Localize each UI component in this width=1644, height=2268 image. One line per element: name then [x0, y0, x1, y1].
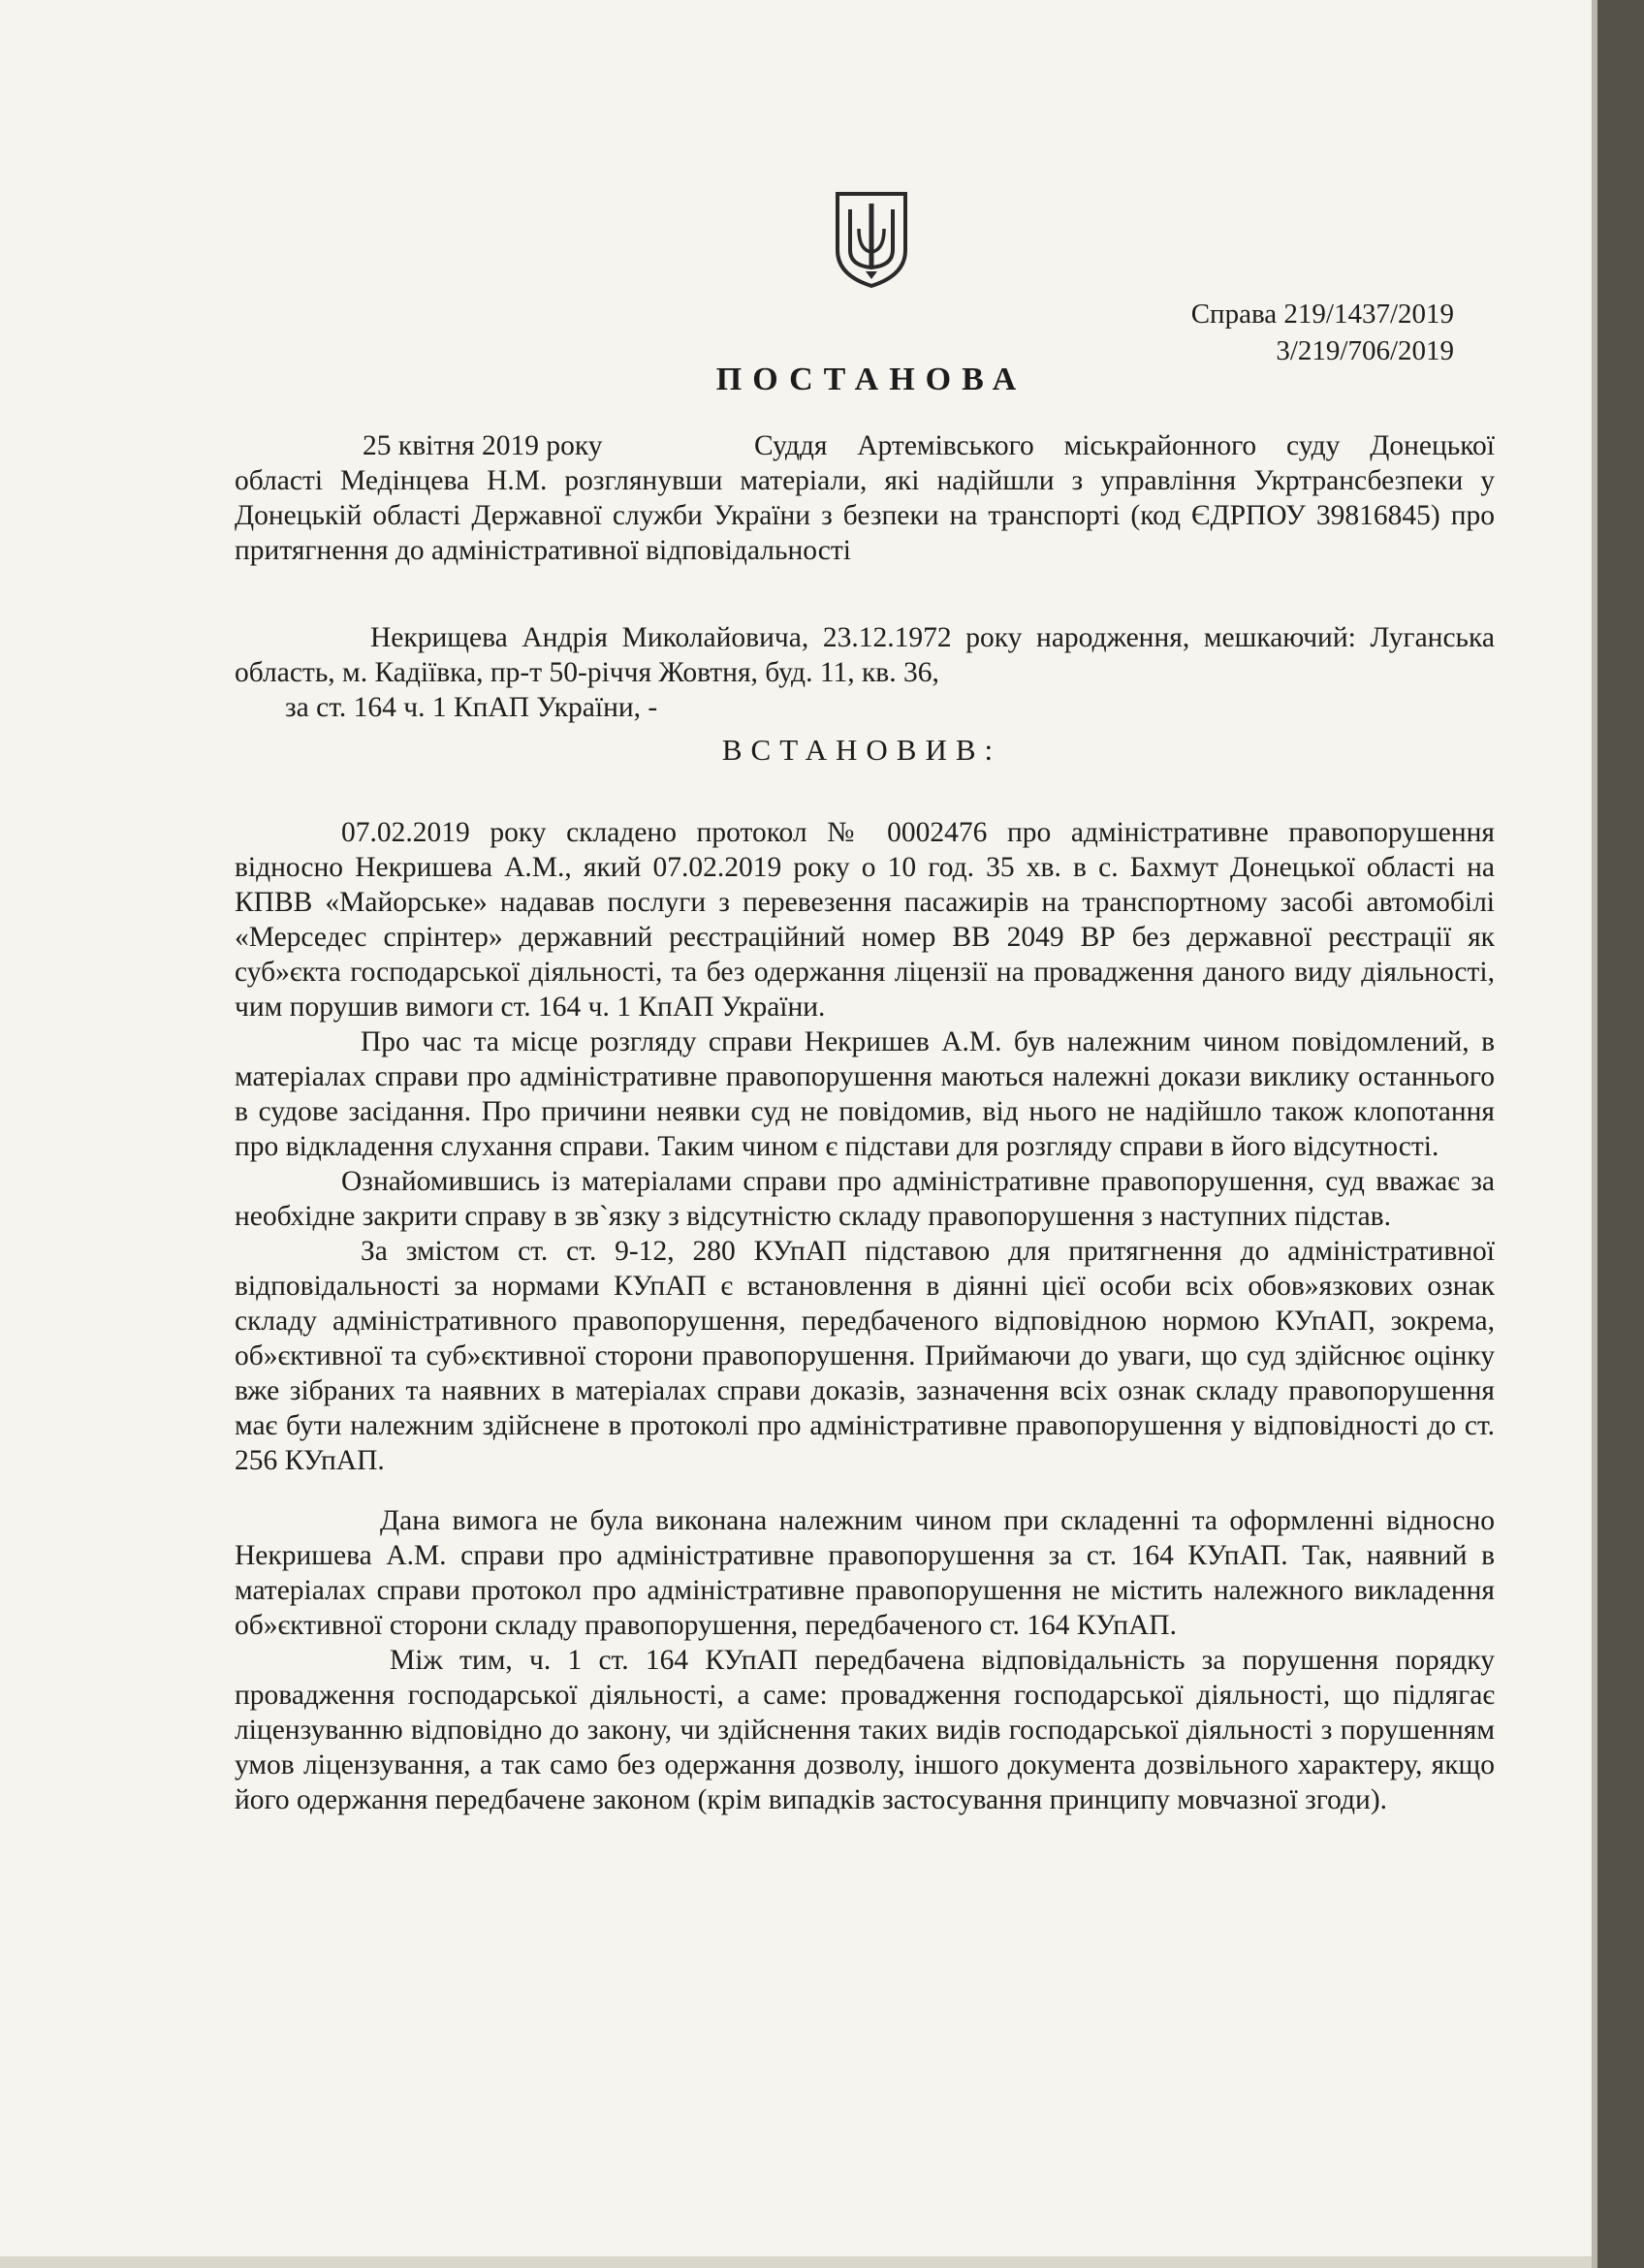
paragraph: За змістом ст. ст. 9-12, 280 КУпАП підставою для притягнення до адміністративної відповідальності за нормами КУпАП є встановлення в діянні цієї особи всіх обов»язкових ознак складу адміністративного правопорушення, передбаченого відповідною нормою КУпАП, зокрема, об»єктивної та суб»єктивної сторони правопорушення. Приймаючи до уваги, що суд здійснює оцінку вже зібраних та наявних в матеріалах справи доказів, зазначення всіх ознак складу правопорушення має бути належним здійснене в протоколі про адміністративне правопорушення у відповідності до ст. 256 КУпАП. [235, 1236, 1495, 1476]
trident-coat-of-arms-icon [834, 190, 909, 289]
scanner-edge [1597, 0, 1644, 2268]
person-details: Некрищева Андрія Миколайовича, 23.12.1972 року народження, мешкаючий: Луганська область, м. Кадіївка, пр-т 50-річчя Жовтня, буд. 11, кв. 36, [235, 622, 1495, 688]
person-block [235, 620, 1495, 725]
paragraph: Дана вимога не була виконана належним чином при складенні та оформленні відносно Некришева А.М. справи про адміністративне правопорушення за ст. 164 КУпАП. Так, наявний в матеріалах справи протокол про адміністративне правопорушення не містить належного викладення об»єктивної сторони складу правопорушення, передбаченого ст. 164 КУпАП. [235, 1505, 1495, 1641]
case-number-block [1191, 296, 1454, 369]
decision-date: 25 квітня 2019 року [363, 430, 603, 461]
paragraph: Про час та місце розгляду справи Некришев А.М. був належним чином повідомлений, в матеріалах справи про адміністративне правопорушення маються належні докази виклику останнього в судове засідання. Про причини неявки суд не повідомив, від нього не надійшло також клопотання про відкладення слухання справи. Таким чином є підстави для розгляду справи в його відсутності. [235, 1026, 1495, 1162]
paragraph: Ознайомившись із матеріалами справи про адміністративне правопорушення, суд вважає за необхідне закрити справу в зв`язку з відсутністю складу правопорушення з наступних підстав. [235, 1166, 1495, 1232]
section-title: ВСТАНОВИВ: [721, 733, 1002, 767]
case-sub-number: 3/219/706/2019 [1276, 335, 1454, 366]
intro-block [235, 428, 1495, 568]
intro-text: Суддя Артемівського міськрайонного суду Донецької області Медінцева Н.М. розглянувши матеріали, які надійшли з управління Укртрансбезпеки у Донецькій області Державної служби України з безпеки на транспорті (код ЄДРПОУ 39816845) про притягнення до адміністративної відповідальності [235, 430, 1495, 566]
case-number: Справа 219/1437/2019 [1190, 299, 1454, 330]
body-text [235, 815, 1495, 1817]
article-reference: за ст. 164 ч. 1 КпАП України, - [285, 692, 658, 723]
document-title: ПОСТАНОВА [715, 362, 1028, 397]
paragraph: Між тим, ч. 1 ст. 164 КУпАП передбачена відповідальність за порушення порядку провадження господарської діяльності, а саме: провадження господарської діяльності, що підлягає ліцензуванню відповідно до закону, чи здійснення таких видів господарської діяльності з порушенням умов ліцензування, а так само без одержання дозволу, іншого документа дозвільного характеру, якщо його одержання передбачене законом (крім випадків застосування принципу мовчазної згоди). [235, 1645, 1495, 1815]
paragraph: 07.02.2019 року складено протокол № 0002476 про адміністративне правопорушення відносно Некришева А.М., який 07.02.2019 року о 10 год. 35 хв. в с. Бахмут Донецької області на КПВВ «Майорське» надавав послуги з перевезення пасажирів на транспортному засобі автомобілі «Мерседес спрінтер» державний реєстраційний номер ВВ 2049 ВР без державної реєстрації як суб»єкта господарської діяльності, та без одержання ліцензії на провадження даного виду діяльності, чим порушив вимоги ст. 164 ч. 1 КпАП України. [235, 817, 1495, 1023]
